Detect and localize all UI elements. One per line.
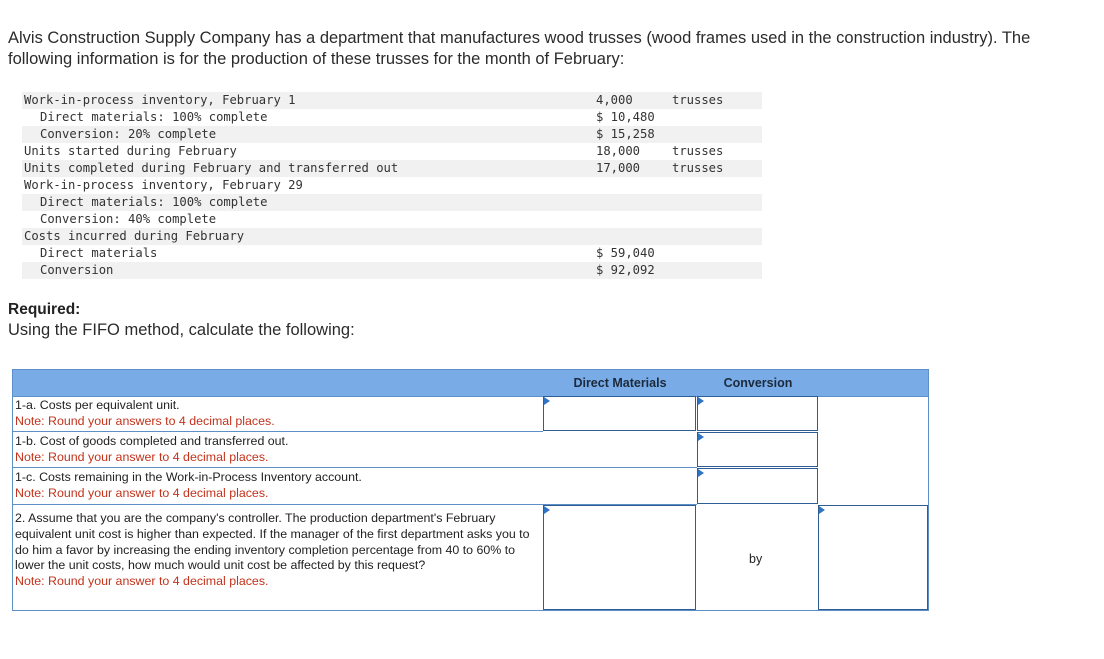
data-row: [22, 245, 762, 262]
data-row: [22, 194, 762, 211]
data-row: [22, 143, 762, 160]
question-2: [15, 511, 531, 590]
data-row-label: Units completed during February and transferred out: [24, 161, 399, 175]
data-row: [22, 109, 762, 126]
column-header-conversion: Conversion: [723, 376, 793, 390]
data-row-label: Direct materials: 100% complete: [40, 110, 268, 124]
table-right-border: [928, 369, 929, 611]
data-row: [22, 92, 762, 109]
input-marker-icon: [819, 506, 825, 514]
problem-intro: Alvis Construction Supply Company has a department that manufactures wood trusses (wood frames used in the construction industry). The following information is for the production of these trusses for the month of February:: [8, 29, 1031, 68]
data-row-label: Conversion: 40% complete: [40, 212, 217, 226]
answer-2-amount-input[interactable]: [818, 505, 928, 610]
data-row-label: Conversion: [40, 263, 114, 277]
question-1b-note: Note: Round your answer to 4 decimal places.: [15, 449, 269, 464]
data-row: [22, 262, 762, 279]
answer-1a-conversion-input[interactable]: [697, 396, 818, 431]
data-row-value: $ 10,480: [596, 110, 655, 124]
required-instructions: Using the FIFO method, calculate the following:: [8, 321, 355, 339]
data-row: [22, 211, 762, 228]
data-row-unit: trusses: [672, 161, 724, 175]
input-marker-icon: [698, 397, 704, 405]
answer-table-header: [12, 369, 929, 397]
table-bottom-border: [12, 610, 929, 611]
question-1c: [15, 470, 535, 502]
question-2-text: 2. Assume that you are the company's controller. The production department's February equivalent unit cost is higher than expected. If the manager of the first department asks you to do him a favor by increasing the ending inventory completion percentage from 40 to 60% to lower the unit costs, how much would unit cost be affected by this request?: [15, 511, 530, 573]
question-1c-note: Note: Round your answer to 4 decimal places.: [15, 485, 269, 500]
row-divider: [12, 467, 697, 468]
production-data-table: [22, 92, 762, 279]
by-label: by: [749, 552, 763, 566]
question-1a-note: Note: Round your answers to 4 decimal places.: [15, 413, 275, 428]
data-row-value: 18,000: [596, 144, 641, 158]
data-row: [22, 160, 762, 177]
question-1a-text: 1-a. Costs per equivalent unit.: [15, 398, 180, 412]
question-1b: [15, 434, 535, 466]
answer-1b-input[interactable]: [697, 432, 818, 467]
data-row-label: Costs incurred during February: [24, 229, 245, 243]
table-left-border: [12, 369, 13, 611]
answer-2-direction-select[interactable]: [543, 505, 696, 610]
question-1b-text: 1-b. Cost of goods completed and transferred out.: [15, 434, 289, 448]
data-row-value: 17,000: [596, 161, 641, 175]
column-header-direct-materials: Direct Materials: [573, 376, 667, 390]
data-row-unit: trusses: [672, 93, 724, 107]
data-row-value: $ 92,092: [596, 263, 655, 277]
answer-1c-input[interactable]: [697, 468, 818, 504]
data-row-label: Units started during February: [24, 144, 237, 158]
data-row: [22, 228, 762, 245]
input-marker-icon: [544, 506, 550, 514]
data-row-value: $ 15,258: [596, 127, 655, 141]
question-1c-text: 1-c. Costs remaining in the Work-in-Process Inventory account.: [15, 470, 362, 484]
data-row-label: Conversion: 20% complete: [40, 127, 217, 141]
data-row-value: 4,000: [596, 93, 633, 107]
row-divider: [12, 431, 543, 432]
input-marker-icon: [698, 433, 704, 441]
question-1a: [15, 398, 535, 430]
required-heading: Required:: [8, 301, 81, 318]
answer-1a-direct-materials-input[interactable]: [543, 396, 696, 431]
data-row-label: Work-in-process inventory, February 1: [24, 93, 296, 107]
question-2-note: Note: Round your answer to 4 decimal places.: [15, 574, 269, 589]
data-row: [22, 177, 762, 194]
data-row-label: Direct materials: 100% complete: [40, 195, 268, 209]
data-row-unit: trusses: [672, 144, 724, 158]
input-marker-icon: [698, 469, 704, 477]
input-marker-icon: [544, 397, 550, 405]
data-row-value: $ 59,040: [596, 246, 655, 260]
data-row: [22, 126, 762, 143]
data-row-label: Work-in-process inventory, February 29: [24, 178, 303, 192]
answer-table: [12, 369, 929, 611]
data-row-label: Direct materials: [40, 246, 158, 260]
